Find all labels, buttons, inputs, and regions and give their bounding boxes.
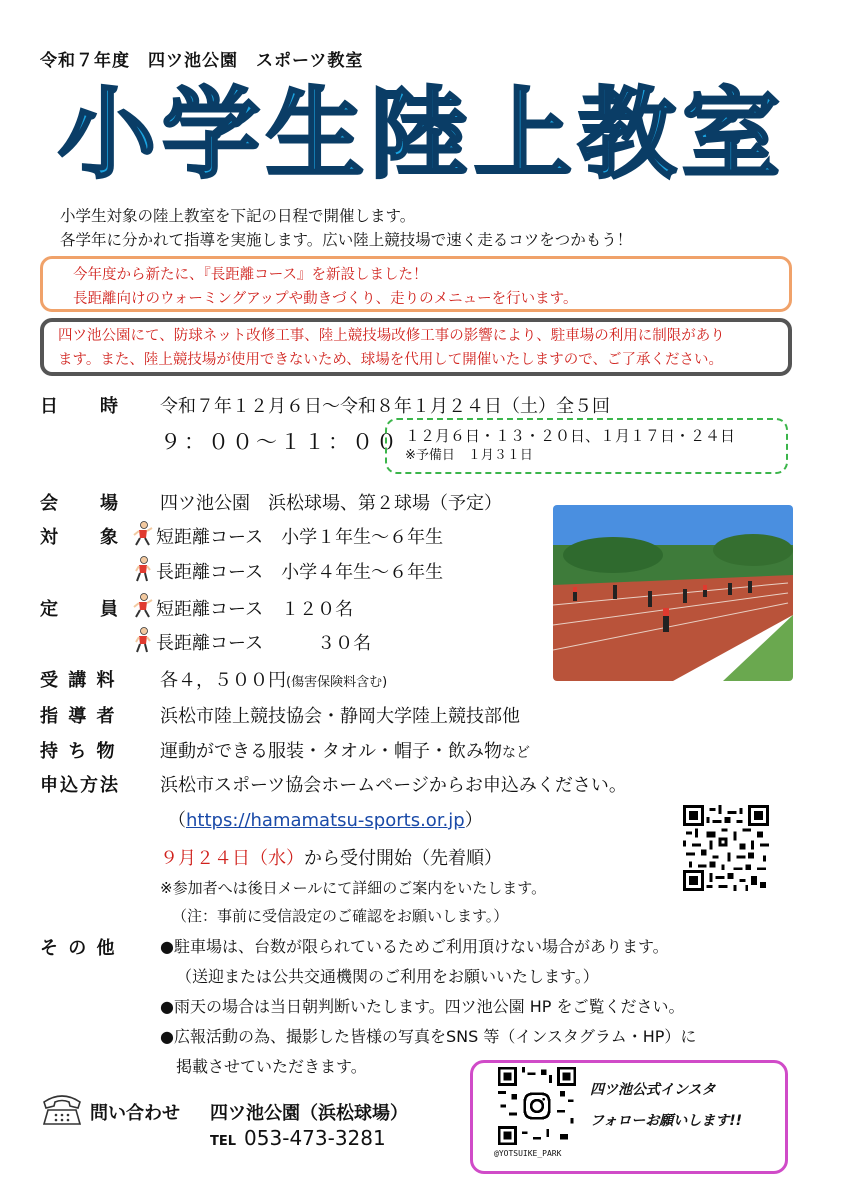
main-title: 小学生陸上教室 [58,78,787,192]
apply-url-link[interactable]: https://hamamatsu-sports.or.jp [186,810,465,831]
other-item-1: ●駐車場は、台数が限られているためご利用頂けない場合があります。 [160,937,669,956]
capacity-long: 長距離コース ３０名 [156,633,372,654]
apply-url-open: （ [168,810,186,831]
schedule-box [385,418,788,474]
apply-label: 申込方法 [40,775,120,796]
other-item-1b: （送迎または公共交通機関のご利用をお願いいたします。） [176,967,599,986]
contact-place: 四ツ池公園（浜松球場） [210,1103,408,1124]
instructor-label: 指 導 者 [40,706,117,727]
apply-start-rest: から受付開始（先着順） [304,848,502,869]
notice-gray-box [40,318,792,376]
venue-label: 会 場 [40,493,120,514]
apply-url-close: ） [464,810,483,831]
contact-tel-row [210,1126,386,1150]
apply-url-row [168,806,483,832]
apply-value: 浜松市スポーツ協会ホームページからお申込みください。 [160,775,627,796]
apply-note-2: （注：事前に受信設定のご確認をお願いします。） [172,907,509,925]
time-value: ９：００～１１：００ [160,430,400,454]
contact-label: 問い合わせ [90,1103,180,1124]
instagram-handle: @YOTSUIKE_PARK [494,1149,562,1158]
notice-gray-line-2: ます。また、陸上競技場が使用できないため、球場を代用して開催いたしますので、ご了承ください。 [58,352,723,368]
capacity-long-row [132,627,371,655]
apply-note-1: ※参加者へは後日メールにて詳細のご案内をいたします。 [160,879,547,897]
reserve-date: ※予備日 １月３１日 [405,448,533,463]
target-short-row [132,521,443,549]
notice-orange-line-1: 今年度から新たに、『長距離コース』を新設しました！ [73,267,428,283]
apply-start-row [160,844,502,870]
capacity-short-row [132,593,353,621]
target-long: 長距離コース 小学４年生～６年生 [156,562,444,583]
contact-tel: 053-473-3281 [244,1126,386,1150]
fee-note: (傷害保険料含む) [286,675,388,690]
runner-icon [132,556,154,582]
notice-orange-line-2: 長距離向けのウォーミングアップや動きづくり、走りのメニューを行います。 [73,291,578,307]
target-label: 対 象 [40,527,120,548]
fee-row [160,666,387,692]
runner-icon [132,627,154,653]
items-suffix: など [502,745,530,761]
notice-orange-box [40,256,792,312]
instructor-value: 浜松市陸上競技協会・静岡大学陸上競技部他 [160,706,520,727]
instagram-qr-code [497,1067,577,1145]
items-label: 持 ち 物 [40,741,117,762]
fee-label: 受 講 料 [40,670,117,691]
instagram-line-2: フォローお願いします!! [590,1113,743,1129]
date-label: 日 時 [40,396,120,417]
venue-value: 四ツ池公園 浜松球場、第２球場（予定） [160,493,502,514]
runner-icon [132,593,154,619]
target-long-row [132,556,443,584]
capacity-label: 定 員 [40,599,120,620]
date-value: 令和７年１２月６日～令和８年１月２４日（土）全５回 [160,396,610,417]
other-item-3b: 掲載させていただきます。 [176,1057,367,1076]
phone-icon [40,1092,84,1130]
runner-icon [132,521,154,547]
qr-code [683,805,769,891]
other-label: そ の 他 [40,938,117,959]
items-value: 運動ができる服装・タオル・帽子・飲み物 [160,741,502,762]
other-item-2: ●雨天の場合は当日朝判断いたします。四ツ池公園 HP をご覧ください。 [160,997,685,1016]
target-short: 短距離コース 小学１年生～６年生 [156,527,444,548]
header-line: 令和７年度 四ツ池公園 スポーツ教室 [40,51,364,71]
fee-value: 各４，５００円 [160,670,286,691]
tel-prefix: TEL [210,1134,237,1149]
intro-line-2: 各学年に分かれて指導を実施します。広い陸上競技場で速く走るコツをつかもう！ [60,231,633,249]
notice-gray-line-1: 四ツ池公園にて、防球ネット改修工事、陸上競技場改修工事の影響により、駐車場の利用に制限があり [58,328,725,344]
apply-start-date: ９月２４日（水） [160,848,304,869]
intro-line-1: 小学生対象の陸上教室を下記の日程で開催します。 [60,207,416,225]
schedule-dates: １２月６日・１３・２０日、１月１７日・２４日 [405,427,736,445]
instagram-line-1: 四ツ池公式インスタ [590,1082,716,1098]
items-row [160,737,530,763]
other-item-3: ●広報活動の為、撮影した皆様の写真をSNS 等（インスタグラム・HP）に [160,1027,697,1046]
track-photo [553,505,793,681]
capacity-short: 短距離コース １２０名 [156,599,354,620]
